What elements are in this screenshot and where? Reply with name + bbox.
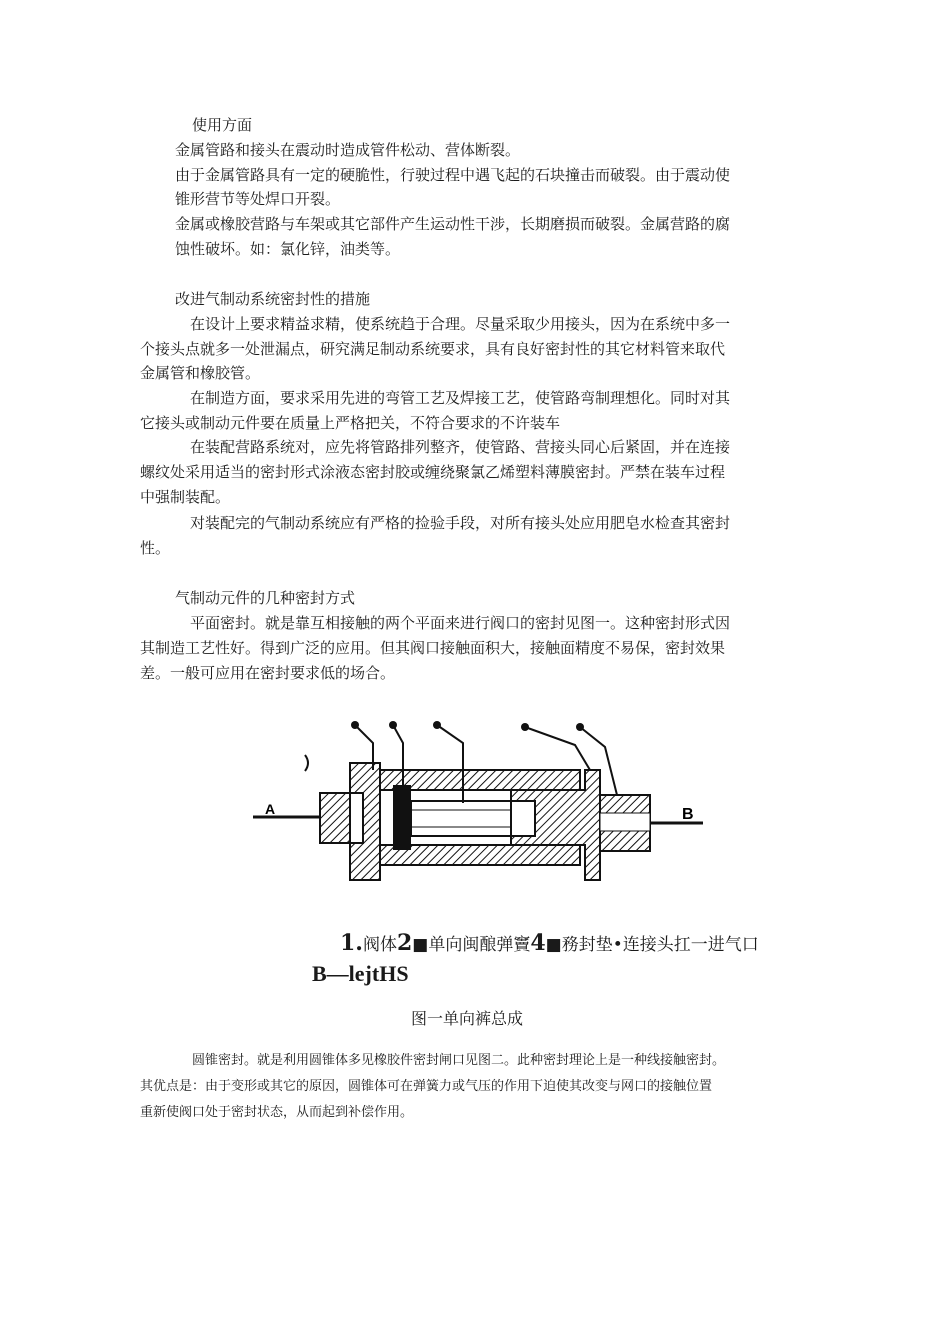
check-valve-drawing [245,715,710,895]
paragraph-line: 由于金属管路具有一定的硬脆性，行驶过程中遇飞起的石块撞击而破裂。由于震动使 [175,166,731,184]
valve-spool [411,801,511,836]
figure-legend-line2: B—lejtHS [312,961,409,986]
figure-legend [340,930,759,956]
legend-text-3: ■務封垫•连接头扛一进气口 [545,935,759,955]
paragraph-line: 差。一般可应用在密封要求低的场合。 [140,664,396,682]
seal-gasket [393,785,411,850]
paragraph-line: 个接头点就多一处泄漏点，研究满足制动系统要求，具有良好密封性的其它材料管来取代 [140,340,726,358]
paragraph-line: 圆锥密封。就是利用圆锥体多见橡胶件密封闸口见图二。此种密封理论上是一种线接触密封。 [192,1053,726,1068]
legend-num-2: 2 [396,930,413,956]
paragraph-line: 螺纹处采用适当的密封形式涂液态密封胶或缠绕聚氯乙烯塑料薄膜密封。严禁在装车过程 [140,463,726,481]
paragraph-line: 在设计上要求精益求精，使系统趋于合理。尽量采取少用接头，因为在系统中多一 [190,315,731,333]
paragraph-line: 中强制装配。 [140,488,231,506]
legend-num-4: 4 [530,930,546,956]
check-valve-diagram [245,715,710,895]
paragraph-line: 平面密封。就是靠互相接触的两个平面来进行阀口的密封见图一。这种密封形式因 [190,614,731,632]
paragraph-line: 其制造工艺性好。得到广泛的应用。但其阀口接触面积大，接触面精度不易保，密封效果 [140,639,726,657]
paragraph-line: 在制造方面，要求采用先进的弯管工艺及焊接工艺，使管路弯制理想化。同时对其 [190,389,731,407]
leader-3 [437,725,463,803]
section-heading-seal-methods: 气制动元件的几种密封方式 [175,589,356,607]
paragraph-line: 对装配完的气制动系统应有严格的捡验手段，对所有接头处应用肥皂水检查其密封 [190,514,731,532]
leader-4 [525,727,590,770]
paragraph-line: 其优点是：由于变形或其它的原因，圆锥体可在弹簧力或气压的作用下迫使其改变与网口的接触位置 [140,1079,713,1094]
paragraph-line: 金属管和橡胶管。 [140,364,261,382]
section-heading-usage: 使用方面 [192,116,253,134]
paragraph-line: 重新使阀口处于密封状态，从而起到补偿作用。 [140,1105,414,1120]
paragraph-line: 蚀性破坏。如：氯化锌，油类等。 [175,240,401,258]
paragraph-line: 性。 [140,539,171,557]
left-flange [350,763,380,880]
paragraph-line: 金属管路和接头在震动时造成管件松动、营体断裂。 [175,141,521,159]
paragraph-line: 锥形营节等处焊口开裂。 [175,190,341,208]
legend-text-2: ■单向闽酿弹竇 [412,935,531,955]
paragraph-line: 金属或橡胶营路与车架或其它部件产生运动性干涉，长期磨损而破裂。金属营路的腐 [175,215,731,233]
figure-title: 图一单向裤总成 [411,1009,524,1028]
paragraph-line: 它接头或制动元件要在质量上严格把关，不符合要求的不许装车 [140,414,561,432]
legend-num-1: 1. [340,930,363,956]
label-b: B [682,806,694,823]
label-a: A [265,801,276,817]
paragraph-line: 在装配营路系统对，应先将管路排列整齐，使管路、营接头同心后紧固，并在连接 [190,438,731,456]
legend-text-1: 阀体 [362,935,397,955]
section-heading-improvement: 改进气制动系统密封性的措施 [175,290,371,308]
inlet-fitting [320,793,350,843]
